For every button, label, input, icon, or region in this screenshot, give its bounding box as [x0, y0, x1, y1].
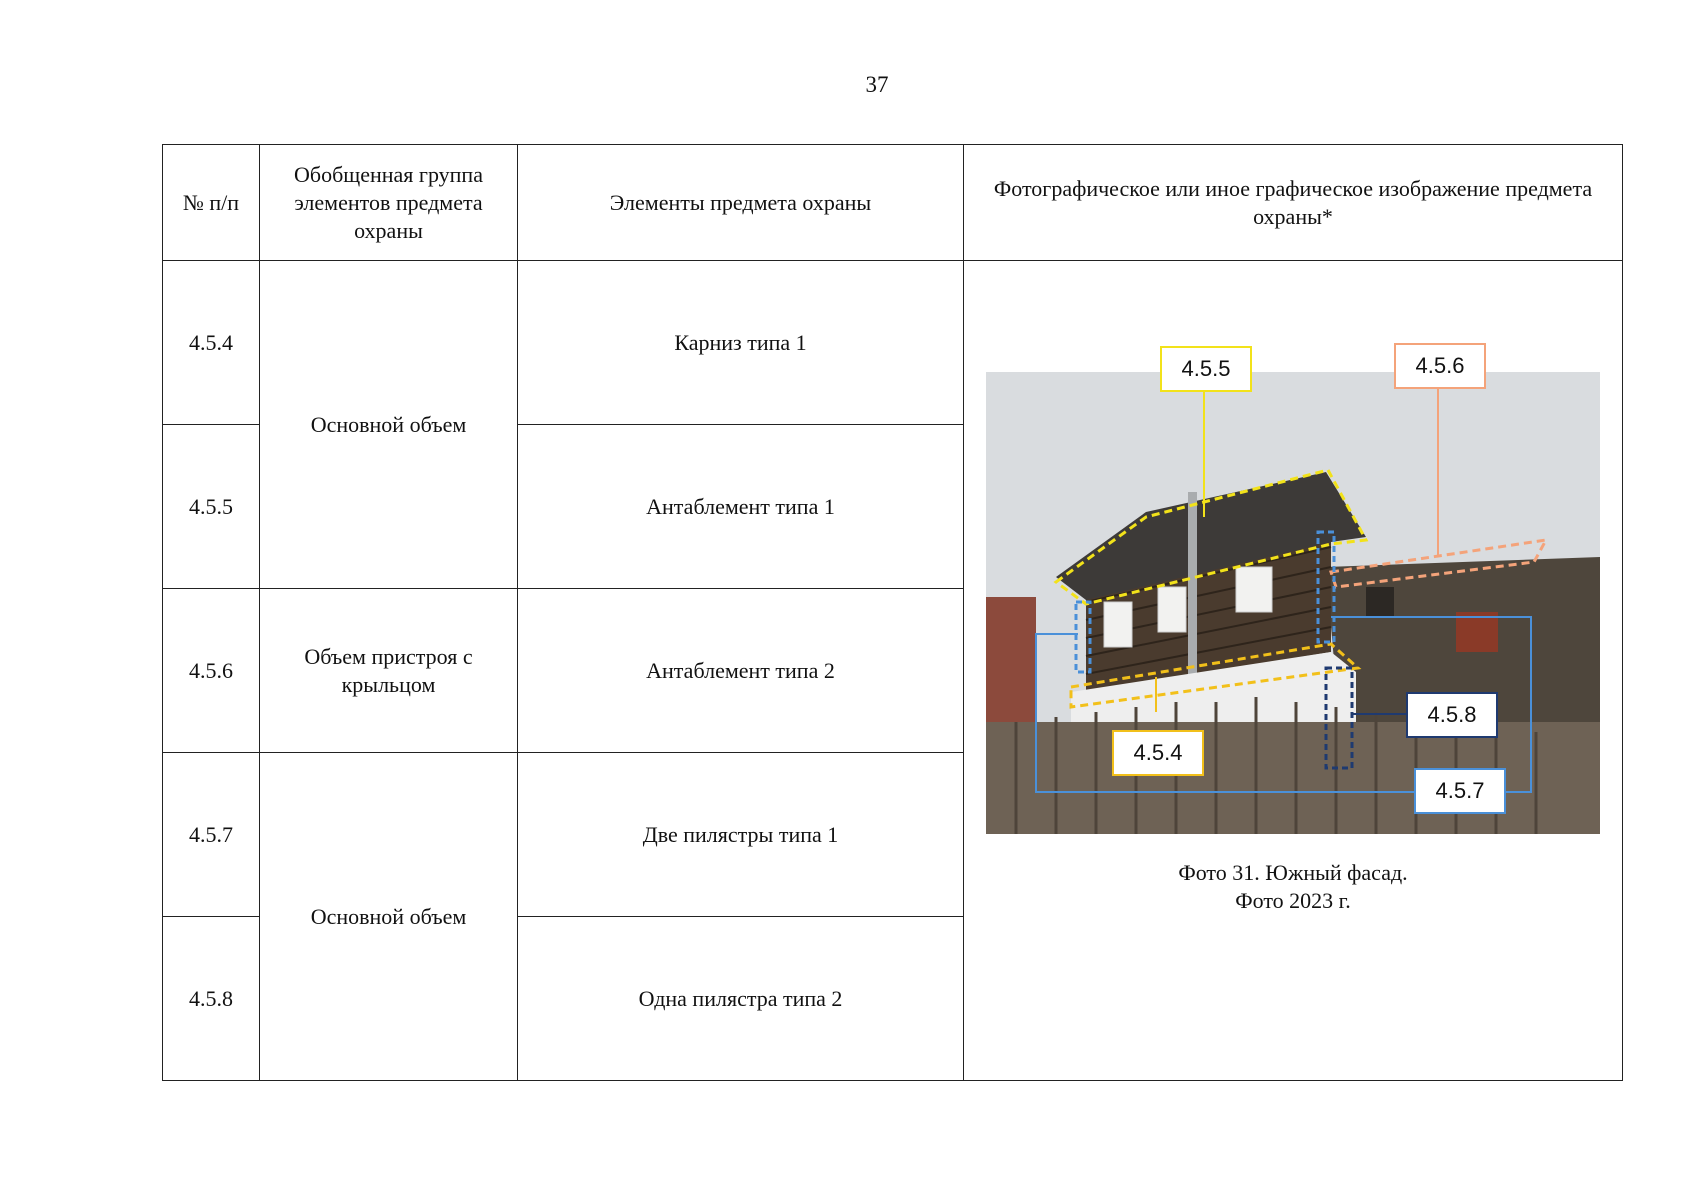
- row-element: Карниз типа 1: [518, 261, 964, 425]
- row-group: Объем пристроя с крыльцом: [260, 589, 518, 753]
- facade-photo: [986, 372, 1600, 834]
- photo-caption: [964, 859, 1622, 915]
- row-num: 4.5.8: [163, 917, 260, 1081]
- table-header-row: [163, 145, 1623, 261]
- header-elements: Элементы предмета охраны: [518, 145, 964, 261]
- header-group: Обобщенная группа элементов предмета охраны: [260, 145, 518, 261]
- row-element: Антаблемент типа 2: [518, 589, 964, 753]
- row-group: Основной объем: [260, 261, 518, 589]
- photo-tag-4-5-8: 4.5.8: [1406, 692, 1498, 738]
- page-number: 37: [865, 72, 889, 97]
- row-num: 4.5.5: [163, 425, 260, 589]
- photo-tag-4-5-7: 4.5.7: [1414, 768, 1506, 814]
- photo-caption-line1: Фото 31. Южный фасад.: [1178, 860, 1408, 885]
- annotated-photo: [986, 346, 1600, 846]
- photo-tag-4-5-4: 4.5.4: [1112, 730, 1204, 776]
- row-group: Основной объем: [260, 753, 518, 1081]
- photo-tag-4-5-5: 4.5.5: [1160, 346, 1252, 392]
- table-row: [163, 261, 1623, 425]
- heritage-table: [162, 144, 1623, 1081]
- row-element: Две пилястры типа 1: [518, 753, 964, 917]
- header-image: Фотографическое или иное графическое изображение предмета охраны*: [964, 145, 1623, 261]
- row-num: 4.5.7: [163, 753, 260, 917]
- photo-caption-line2: Фото 2023 г.: [1235, 888, 1351, 913]
- row-element: Антаблемент типа 1: [518, 425, 964, 589]
- row-num: 4.5.6: [163, 589, 260, 753]
- row-num: 4.5.4: [163, 261, 260, 425]
- row-element: Одна пилястра типа 2: [518, 917, 964, 1081]
- header-num: № п/п: [163, 145, 260, 261]
- photo-cell: [964, 261, 1623, 1081]
- photo-tag-4-5-6: 4.5.6: [1394, 343, 1486, 389]
